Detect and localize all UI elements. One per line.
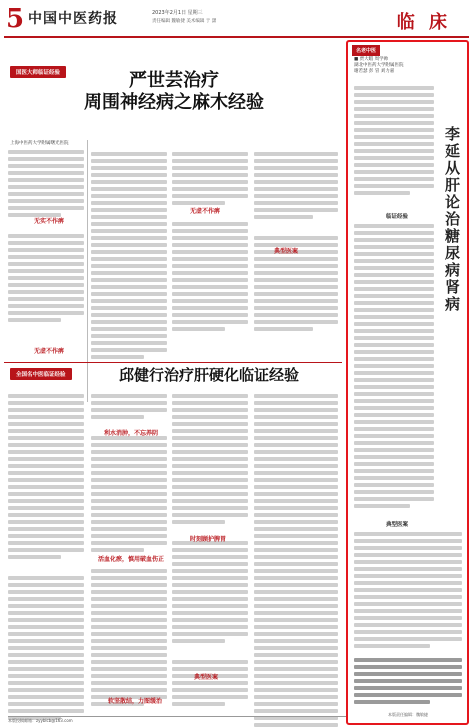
article2-subhead-5: 典型医案 [194,674,219,681]
panel-case-column [354,532,462,652]
article1-headline-line2: 周围神经病之麻木经验 [84,92,264,113]
article1-tag: 国医大师临证经验 [10,66,66,78]
panel-body-column [354,224,434,514]
page-number: 5 [6,4,25,34]
highlighted-article-panel [346,40,469,725]
panel-tag: 名老中医 [352,45,380,56]
article1-byline: 上海中医药大学附属曙光医院 [10,141,69,146]
article2-headline: 邱健行治疗肝硬化临证经验 [118,366,299,384]
masthead [4,4,469,38]
article2-tag: 全国名中医临证经验 [10,368,72,380]
article2-subhead-2: 活血化瘀，慎用破血伤正 [98,556,165,563]
article2-column-1 [8,394,84,728]
main-content [4,40,342,726]
article1-subhead-4: 典型医案 [274,248,299,255]
staff-credits: 责任编辑 魏敏捷 美术编辑 于 潇 [152,19,217,24]
paper-name: 中国中医药报 [28,11,118,27]
article2-subhead-3: 软坚散结，力图缓治 [108,698,163,705]
panel-subhead-1: 临证经验 [386,214,409,220]
issue-date: 2023年2月1日 星期三 [152,10,203,16]
panel-commentary-column [354,658,462,714]
article1-headline [74,70,274,114]
article1-subhead-1: 无实不作痹 [34,218,65,225]
article1-headline-line1: 严世芸治疗 [129,70,219,91]
panel-author-line1: ■ 贾大暇 周学帅 [354,57,389,62]
article1-subhead-2: 无虚不作痹 [34,348,65,355]
panel-vertical-title: 李延从肝论治糖尿病肾病 [443,126,461,313]
page-footer: 本版投稿邮箱：zyyblcb@163.com [8,716,346,724]
article2-subhead-1: 利水消肿，不忘养阴 [104,430,159,437]
article2-subhead-4: 时刻顾护脾胃 [190,536,227,543]
panel-subhead-2: 典型医案 [386,522,409,528]
panel-author-line2: 湖北中医药大学附属医院 [354,63,404,68]
panel-author-line3: 谢若瑟 彭 冒 刘力嘉 [354,69,395,74]
panel-intro-column [354,86,434,208]
article1-subhead-3: 无虚不作痹 [190,208,221,215]
panel-authors [354,57,404,75]
section-title: 临 床 [396,12,451,33]
panel-footer-note: 本版责任编辑：魏敏捷 [388,712,428,717]
article2-column-4 [254,394,338,728]
